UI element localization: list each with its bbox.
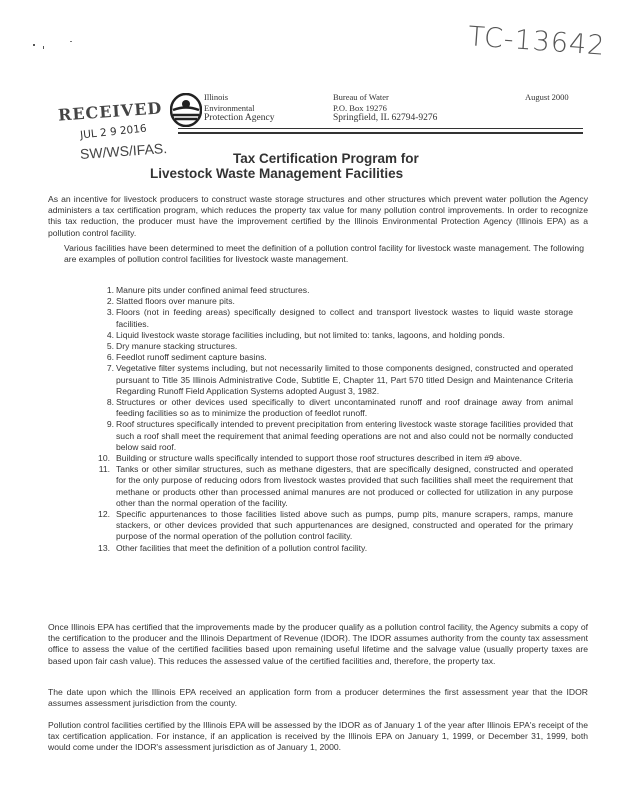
list-item: 10. Building or structure walls specifically intended to support those roof structures described in item #9 above. xyxy=(98,453,523,464)
intro-paragraph: As an incentive for livestock producers to construct waste storage structures and other structures which prevent water pollution the Agency administers a tax certification program, which reduces the property tax value for many pollution control improvements. In order to recognize this tax reduction, the producer must have the improvement certified by the Illinois Environmental Protection Agency (Illinois EPA) as a pollution control facility. xyxy=(48,194,588,238)
handwritten-document-id: TC-13642 xyxy=(467,21,607,62)
document-title xyxy=(0,151,618,181)
list-item: 9. Roof structures specifically intended to prevent precipitation from entering livestock waste storage facilities provided that such a roof shall meet the requirement that animal feeding operations are not and also could not be normally conducted below said roof. xyxy=(106,419,573,452)
agency-line: Illinois xyxy=(204,92,229,102)
agency-line: Protection Agency xyxy=(204,113,275,123)
list-item: 13. Other facilities that meet the definition of a pollution control facility. xyxy=(98,542,368,553)
letterhead-rule-thin xyxy=(178,128,583,129)
letterhead-rule-thick xyxy=(178,132,583,134)
title-line-1: Tax Certification Program for xyxy=(233,151,419,166)
facilities-intro-paragraph: Various facilities have been determined to meet the definition of a pollution control facility for livestock waste management. The following are examples of pollution control facilities for livestock waste management. xyxy=(64,243,584,265)
address-line: P.O. Box 19276 xyxy=(333,102,387,113)
list-item: 8. Structures or other devices used specifically to divert uncontaminated runoff and roof drainage away from animal feeding facilities so as to minimize the production of feedlot runoff. xyxy=(106,397,573,419)
application-date-paragraph: The date upon which the Illinois EPA received an application form from a producer determines the first assessment year that the IDOR assumes assessment jurisdiction from the county. xyxy=(48,687,588,709)
certification-process-paragraph: Once Illinois EPA has certified that the improvements made by the producer qualify as a pollution control facility, the Agency submits a copy of the certification to the producer and the Illinois Department of Revenue (IDOR). The IDOR assumes authority from the county tax assessment office to assess the value of the certified facilities based upon remaining useful lifetime and the salvage value (usually property taxes are based upon fair cash value). This reduces the assessed value of the certified facilities and, therefore, the property tax. xyxy=(48,622,588,666)
assessment-timing-paragraph: Pollution control facilities certified by the Illinois EPA will be assessed by the IDOR as of January 1 of the year after Illinois EPA's receipt of the tax certification application. For instance, if an application is received by the Illinois EPA on January 1, 1999, or December 31, 1999, both would come under the IDOR's assessment jurisdiction as of January 1, 2000. xyxy=(48,720,588,753)
facility-examples-list xyxy=(98,285,573,554)
address-line: Springfield, IL 62794-9276 xyxy=(333,113,438,123)
list-item: 2. Slatted floors over manure pits. xyxy=(106,296,235,307)
agency-name xyxy=(204,92,274,124)
list-item: 5. Dry manure stacking structures. xyxy=(106,341,238,352)
list-item: 11. Tanks or other similar structures, such as methane digesters, that are specifically designed, constructed and operated for the only purpose of reducing odors from livestock wastes provided that such facilities shall meet the requirement that methane or products other than processed animal manures are not produced or collected for utilization in any purpose other than the normal operation of the facility. xyxy=(98,464,573,508)
agency-line: Environmental xyxy=(204,102,255,113)
list-item: 4. Liquid livestock waste storage facilities including, but not limited to: tanks, lagoons, and holding ponds. xyxy=(106,329,505,340)
address-line: Bureau of Water xyxy=(333,92,389,102)
list-item: 12. Specific appurtenances to those facilities listed above such as pumps, pump pits, manure scrapers, ramps, manure stackers, or other devices provided that such appurtenances are designed, constructed and operated for the primary purpose of the normal operation of the pollution control facility. xyxy=(98,509,573,542)
received-stamp xyxy=(57,98,166,142)
illinois-epa-logo-icon xyxy=(170,93,202,132)
scan-speck xyxy=(33,44,35,46)
agency-address xyxy=(333,92,437,124)
received-stamp-text: RECEIVED xyxy=(57,98,163,125)
list-item: 3. Floors (not in feeding areas) specifically designed to collect and transport livestock wastes to liquid waste storage facilities. xyxy=(106,307,573,329)
scan-speck xyxy=(43,46,44,49)
list-item: 1. Manure pits under confined animal feed structures. xyxy=(106,285,310,295)
title-line-2: Livestock Waste Management Facilities xyxy=(150,166,404,181)
scan-speck xyxy=(70,41,72,42)
list-item: 6. Feedlot runoff sediment capture basins. xyxy=(106,352,267,363)
letterhead-date: August 2000 xyxy=(525,92,569,102)
received-stamp-date: JUL 2 9 2016 xyxy=(79,122,148,142)
office-stamp: SW/WS/IFAS. xyxy=(79,139,168,163)
list-item: 7. Vegetative filter systems including, but not necessarily limited to those components designed, constructed and operated pursuant to Title 35 Illinois Administrative Code, Subtitle E, Chapter 11, Part 570 titled Design and Maintenance Criteria Regarding Runoff Field Application Systems adopted August 3, 1982. xyxy=(106,363,573,396)
